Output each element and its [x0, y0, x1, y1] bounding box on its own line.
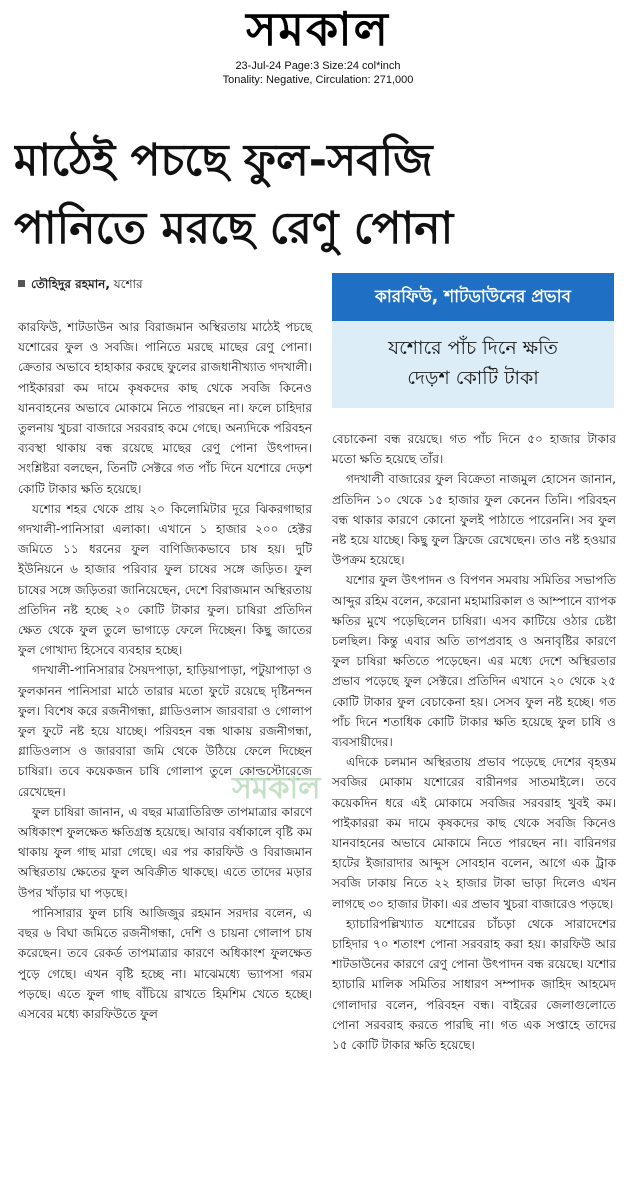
subhead-line-2: দেড়শ কোটি টাকা: [407, 367, 539, 389]
paragraph: গদখালী বাজারের ফুল বিক্রেতা নাজমুল হোসেন জানান, প্রতিদিন ১০ থেকে ১৫ হাজার ফুল কেনেন তিনি। পরিবহন বন্ধ থাকার কারণে কোনো ফুলই পাঠাতে পারেননি। সব ফুল নষ্ট হয়ে যাচ্ছে। কিছু ফুল ফ্রিজে রেখেছেন। তাও নষ্ট হওয়ার উপক্রম হয়েছে।: [332, 472, 616, 568]
highlight-title: কারফিউ, শাটডাউনের প্রভাব: [374, 287, 571, 307]
byline: [18, 276, 143, 296]
byline-square-icon: [18, 280, 25, 287]
subhead-box: [332, 321, 614, 408]
article-column-right: [332, 429, 616, 1055]
clipping-meta-line-1: 23-Jul-24 Page:3 Size:24 col*inch: [235, 60, 401, 72]
paragraph: পানিসারার ফুল চাষি আজিজুর রহমান সরদার বলেন, এ বছর ৬ বিঘা জমিতে রজনীগন্ধা, দেশি ও চায়না গোলাপ চাষ করেছেন। তবে রেকর্ড তাপমাত্রার কারণে অধিকাংশ ফুলক্ষেত পুড়ে গেছে। এখন বৃষ্টি হচ্ছে না। মাঝেমধ্যে ভ্যাপসা গরম পড়ছে। এতে ফুল গাছ বাঁচিয়ে রাখতে হিমশিম খেতে হচ্ছে। এসবের মধ্যে কারফিউতে ফুল: [18, 905, 312, 1021]
paragraph: কারফিউ, শাটডাউন আর বিরাজমান অস্থিরতায় মাঠেই পচছে যশোরের ফুল ও সবজি। পানিতে মরছে মাছের রেণু পোনা। ক্রেতার অভাবে হাহাকার করছে ফুলের রাজধানীখ্যাত গদখালী। পাইকাররা কম দামে কৃষকদের কাছ থেকে সবজি কিনেও যানবাহনের অভাবে মোকামে নিতে পারছেন না। ফলে চাহিদার তুলনায় খুচরা বাজারে সরবরাহ কমে গেছে। অন্যদিকে পরিবহন ব্যবস্থা থাকায় বন্ধ রয়েছে মাছের রেণু পোনা উৎপাদন। সংশ্লিষ্টরা বলছেন, তিনটি সেক্টরে গত পাঁচ দিনে যশোরে দেড়শ কোটি টাকার ক্ষতি হয়েছে।: [18, 320, 312, 496]
paragraph: হ্যাচারিপল্লিখ্যাত যশোরের চাঁচড়া থেকে সারাদেশের চাহিদার ৭০ শতাংশ পোনা সরবরাহ করা হয়। কারফিউ আর শাটডাউনের কারণে রেণু পোনা উৎপাদন বন্ধ রয়েছে। যশোর হ্যাচারি মালিক সমিতির সাধারণ সম্পাদক জাহিদ আহমেদ গোলাদার বলেন, পরিবহন বন্ধ। বাইরের জেলাগুলোতে পোনা সরবরাহ করতে পারছি না। গত এক সপ্তাহে তাদের ১৫ কোটি টাকার ক্ষতি হয়েছে।: [332, 916, 616, 1053]
headline-line-1: মাঠেই পচছে ফুল-সবজি: [14, 135, 433, 186]
byline-author: তৌহিদুর রহমান,: [31, 277, 110, 291]
headline-line-2: পানিতে মরছে রেণু পোনা: [14, 203, 454, 254]
paragraph: এদিকে চলমান অস্থিরতায় প্রভাব পড়েছে দেশের বৃহত্তম সবজির মোকাম যশোরের বারীনগর সাতমাইলে। তবে কয়েকদিন ধরে এই মোকামে সবজির সরবরাহ খুবই কম। পাইকাররা কম দামে কৃষকদের কাছ থেকে সবজি কিনেও যানবাহনের অভাবে মোকামে নিতে পারছেন না। বারিনগর হাটের ইজারাদার আব্দুস সোবহান বলেন, আগে এক ট্রাক সবজি ঢাকায় নিতে ২২ হাজার টাকা ভাড়া দিলেও এখন লাগছে ৩০ হাজার টাকা। এর প্রভাব খুচরা বাজারেও পড়ছে।: [332, 755, 616, 911]
byline-place: যশোর: [109, 277, 143, 291]
highlight-box: [332, 273, 614, 321]
paragraph: গদখালী-পানিসারার সৈয়দপাড়া, হাড়িয়াপাড়া, পটুয়াপাড়া ও ফুলকানন পানিসারা মাঠে তারার মতো ফুটে রয়েছে দৃষ্টিনন্দন ফুল। বিশেষ করে রজনীগন্ধা, গ্লাডিওলাস জারবারা ও গোলাপ ফুল ফুটে নষ্ট হয়ে যাচ্ছে। পরিবহন বন্ধ থাকায় রজনীগন্ধা, গ্লাডিওলাস ও জারবারা জমি থেকে উঠিয়ে ফেলে দিচ্ছেন চাষিরা। তবে কয়েকজন চাষি গোলাপ তুলে কোল্ডস্টোরেজে রেখেছেন।: [18, 663, 312, 799]
subhead-line-1: যশোরে পাঁচ দিনে ক্ষতি: [388, 337, 558, 359]
paragraph: যশোর শহর থেকে প্রায় ২০ কিলোমিটার দূরে ঝিকরগাছার গদখালী-পানিসারা এলাকা। এখানে ১ হাজার ২০০ হেক্টর জমিতে ১১ ধরনের ফুল বাণিজ্যিকভাবে চাষ হয়। দুটি ইউনিয়নে ৬ হাজার পরিবার ফুল চাষের সঙ্গে জড়িত। ফুল চাষের সঙ্গে জড়িতরা জানিয়েছেন, দেশে বিরাজমান অস্থিরতায় প্রতিদিন নষ্ট হচ্ছে ২০ কোটি টাকার ফুল। চাষিরা প্রতিদিন ক্ষেত থেকে ফুল তুলে ভাগাড়ে ফেলে দিচ্ছেন। কিছু জাতের ফুল গোখাদ্য হিসেবে ব্যবহার হচ্ছে।: [18, 501, 312, 658]
paragraph: ফুল চাষিরা জানান, এ বছর মাত্রাতিরিক্ত তাপমাত্রার কারণে অধিকাংশ ফুলক্ষেত ক্ষতিগ্রস্ত হয়েছে। আবার বর্ষাকালে বৃষ্টি কম থাকায় ফুল গাছ মারা গেছে। এর পর কারফিউ ও বিরাজমান অস্থিরতায় ক্ষেতের ফুল অবিক্রীত থাকছে। এতে তাদের মড়ার উপর খাঁড়ার ঘা পড়ছে।: [18, 804, 312, 900]
masthead-logo: সমকাল: [246, 2, 390, 56]
clipping-meta-line-2: Tonality: Negative, Circulation: 271,000: [222, 74, 414, 86]
paragraph: বেচাকেনা বন্ধ রয়েছে। গত পাঁচ দিনে ৫০ হাজার টাকার মতো ক্ষতি হয়েছে তাঁর।: [332, 432, 616, 467]
article-column-left: [18, 317, 312, 1024]
watermark-logo: সমকাল: [232, 771, 321, 806]
paragraph: যশোর ফুল উৎপাদন ও বিপণন সমবায় সমিতির সভাপতি আব্দুর রহিম বলেন, করোনা মহামারিকাল ও আম্পানে ব্যাপক ক্ষতির মুখে পড়েছিলেন চাষিরা। এসব কাটিয়ে ওঠার চেষ্টা চলছিল। কিন্তু এবার অতি তাপপ্রবাহ ও অনাবৃষ্টির কারণে ফুল চাষিরা ক্ষতিতে পড়েছেন। এর মধ্যে দেশে অস্থিরতার প্রভাব পড়েছে ফুল সেক্টরে। প্রতিদিন এখানে ২০ থেকে ২৫ কোটি টাকার ফুল বেচাকেনা হয়। সেসব ফুল নষ্ট হচ্ছে। গত পাঁচ দিনে শতাধিক কোটি টাকার ক্ষতি হয়েছে ফুল চাষি ও ব্যবসায়ীদের।: [332, 573, 616, 750]
